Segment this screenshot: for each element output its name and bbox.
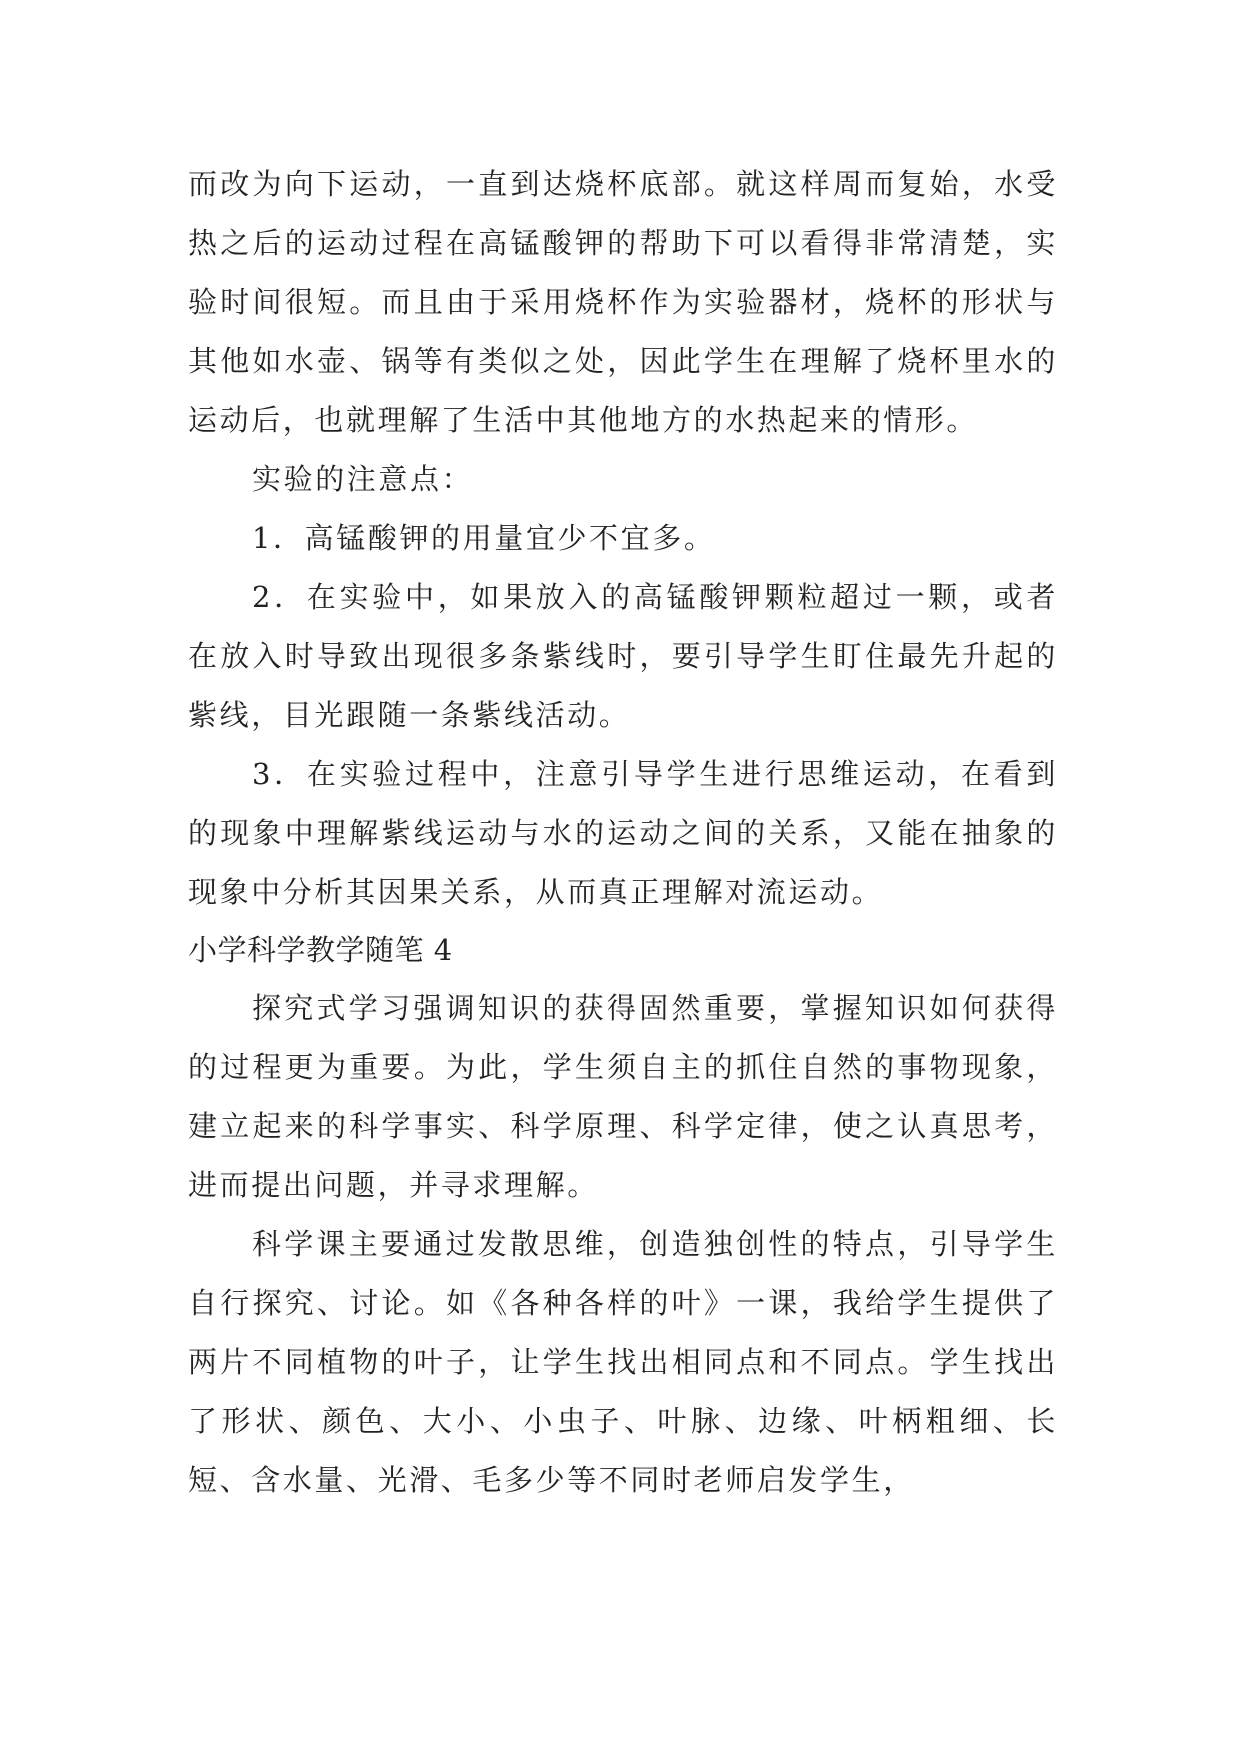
section-heading: 小学科学教学随笔 4 bbox=[188, 933, 453, 967]
document-body bbox=[188, 155, 1058, 1510]
note-item-2: 2．在实验中，如果放入的高锰酸钾颗粒超过一颗，或者在放入时导致出现很多条紫线时，要引导学生盯住最先升起的紫线，目光跟随一条紫线活动。 bbox=[188, 580, 1058, 732]
notes-heading: 实验的注意点： bbox=[252, 462, 474, 496]
note-item-1: 1．高锰酸钾的用量宜少不宜多。 bbox=[252, 521, 716, 555]
paragraph-intro-continuation: 而改为向下运动，一直到达烧杯底部。就这样周而复始，水受热之后的运动过程在高锰酸钾的帮助下可以看得非常清楚，实验时间很短。而且由于采用烧杯作为实验器材，烧杯的形状与其他如水壶、锅等有类似之处，因此学生在理解了烧杯里水的运动后，也就理解了生活中其他地方的水热起来的情形。 bbox=[188, 167, 1058, 437]
note-item-3: 3．在实验过程中，注意引导学生进行思维运动，在看到的现象中理解紫线运动与水的运动之间的关系，又能在抽象的现象中分析其因果关系，从而真正理解对流运动。 bbox=[188, 757, 1058, 909]
paragraph-essay4-2: 科学课主要通过发散思维，创造独创性的特点，引导学生自行探究、讨论。如《各种各样的叶》一课，我给学生提供了两片不同植物的叶子，让学生找出相同点和不同点。学生找出了形状、颜色、大小、小虫子、叶脉、边缘、叶柄粗细、长短、含水量、光滑、毛多少等不同时老师启发学生， bbox=[188, 1227, 1058, 1497]
paragraph-essay4-1: 探究式学习强调知识的获得固然重要，掌握知识如何获得的过程更为重要。为此，学生须自主的抓住自然的事物现象，建立起来的科学事实、科学原理、科学定律，使之认真思考，进而提出问题，并寻求理解。 bbox=[188, 991, 1058, 1202]
